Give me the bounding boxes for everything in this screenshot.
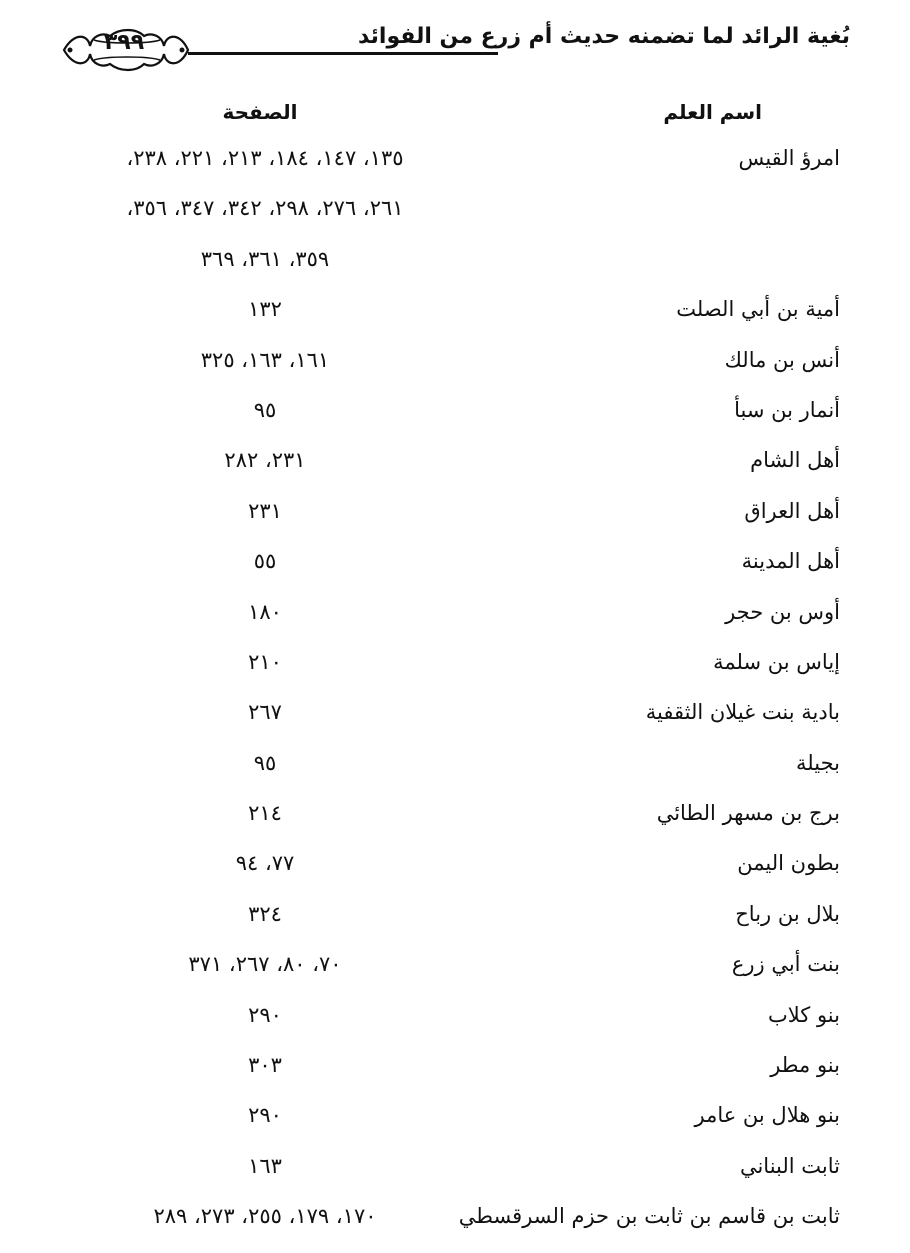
page-header bbox=[60, 14, 850, 80]
column-header-name: اسم العلم bbox=[663, 100, 762, 124]
entry-name: بنو هلال بن عامر bbox=[694, 1103, 840, 1128]
index-entries bbox=[0, 140, 910, 1249]
entry-name: إياس بن سلمة bbox=[713, 649, 840, 674]
entry-name: بنو مطر bbox=[770, 1053, 840, 1078]
entry-pages: ١٦١، ١٦٣، ٣٢٥ bbox=[200, 347, 330, 372]
entry-pages: ١٣٢ bbox=[248, 297, 282, 322]
entry-pages: ٧٧، ٩٤ bbox=[235, 851, 295, 876]
index-row bbox=[0, 241, 910, 291]
index-row bbox=[0, 190, 910, 240]
page-number: ٣٩٩ bbox=[103, 30, 145, 55]
entry-name: بنت أبي زرع bbox=[731, 952, 840, 977]
index-row bbox=[0, 291, 910, 341]
entry-pages: ٣٢٤ bbox=[248, 901, 282, 926]
index-row bbox=[0, 997, 910, 1047]
index-row bbox=[0, 392, 910, 442]
entry-pages: ١٦٣ bbox=[248, 1153, 282, 1178]
index-row bbox=[0, 1097, 910, 1147]
entry-pages: ٧٠، ٨٠، ٢٦٧، ٣٧١ bbox=[188, 952, 342, 977]
index-row bbox=[0, 1047, 910, 1097]
entry-pages: ٢٦١، ٢٧٦، ٢٩٨، ٣٤٢، ٣٤٧، ٣٥٦، bbox=[126, 196, 404, 221]
entry-pages: ١٣٥، ١٤٧، ١٨٤، ٢١٣، ٢٢١، ٢٣٨، bbox=[126, 146, 404, 170]
entry-name: امرؤ القيس bbox=[738, 146, 840, 170]
entry-name: أهل الشام bbox=[750, 448, 840, 473]
header-rule bbox=[188, 52, 498, 55]
entry-pages: ٢٦٧ bbox=[248, 700, 282, 725]
index-row bbox=[0, 1198, 910, 1248]
entry-pages: ٢٩٠ bbox=[248, 1103, 282, 1128]
entry-pages: ٣٠٣ bbox=[248, 1053, 282, 1078]
entry-pages: ٢٩٠ bbox=[248, 1002, 282, 1027]
index-row bbox=[0, 342, 910, 392]
entry-name: أمية بن أبي الصلت bbox=[676, 297, 840, 322]
entry-name: أوس بن حجر bbox=[725, 599, 840, 624]
entry-pages: ٩٥ bbox=[253, 750, 277, 775]
entry-pages: ٩٥ bbox=[253, 397, 277, 422]
entry-name: بطون اليمن bbox=[737, 851, 840, 876]
index-row bbox=[0, 594, 910, 644]
entry-name: بلال بن رباح bbox=[735, 901, 840, 926]
index-row bbox=[0, 1148, 910, 1198]
column-header-pages: الصفحة bbox=[222, 100, 298, 124]
index-row bbox=[0, 946, 910, 996]
entry-pages: ٥٥ bbox=[253, 549, 277, 574]
index-row bbox=[0, 745, 910, 795]
index-row bbox=[0, 694, 910, 744]
entry-pages: ٢١٤ bbox=[248, 801, 282, 826]
entry-pages: ٣٥٩، ٣٦١، ٣٦٩ bbox=[200, 246, 330, 271]
entry-name: بادية بنت غيلان الثقفية bbox=[645, 700, 840, 725]
entry-name: أهل العراق bbox=[744, 498, 840, 523]
entry-pages: ١٧٠، ١٧٩، ٢٥٥، ٢٧٣، ٢٨٩ bbox=[153, 1204, 377, 1229]
entry-name: أهل المدينة bbox=[741, 549, 840, 574]
entry-pages: ٢١٠ bbox=[248, 649, 282, 674]
index-row bbox=[0, 493, 910, 543]
index-row bbox=[0, 442, 910, 492]
index-row bbox=[0, 845, 910, 895]
entry-name: ثابت بن قاسم بن ثابت بن حزم السرقسطي bbox=[458, 1204, 840, 1229]
index-row bbox=[0, 543, 910, 593]
entry-name: بنو كلاب bbox=[767, 1002, 840, 1027]
entry-name: بجيلة bbox=[796, 750, 840, 775]
entry-name: ثابت البناني bbox=[739, 1153, 840, 1178]
entry-pages: ١٨٠ bbox=[248, 599, 282, 624]
entry-name: برج بن مسهر الطائي bbox=[656, 801, 840, 826]
index-row bbox=[0, 896, 910, 946]
index-row bbox=[0, 140, 910, 190]
entry-name: أنس بن مالك bbox=[724, 347, 840, 372]
running-title: بُغية الرائد لما تضمنه حديث أم زرع من الفوائد bbox=[357, 24, 850, 49]
entry-pages: ٢٣١ bbox=[248, 498, 282, 523]
entry-pages: ٢٣١، ٢٨٢ bbox=[224, 448, 306, 473]
index-row bbox=[0, 795, 910, 845]
entry-name: أنمار بن سبأ bbox=[734, 397, 840, 422]
index-row bbox=[0, 644, 910, 694]
